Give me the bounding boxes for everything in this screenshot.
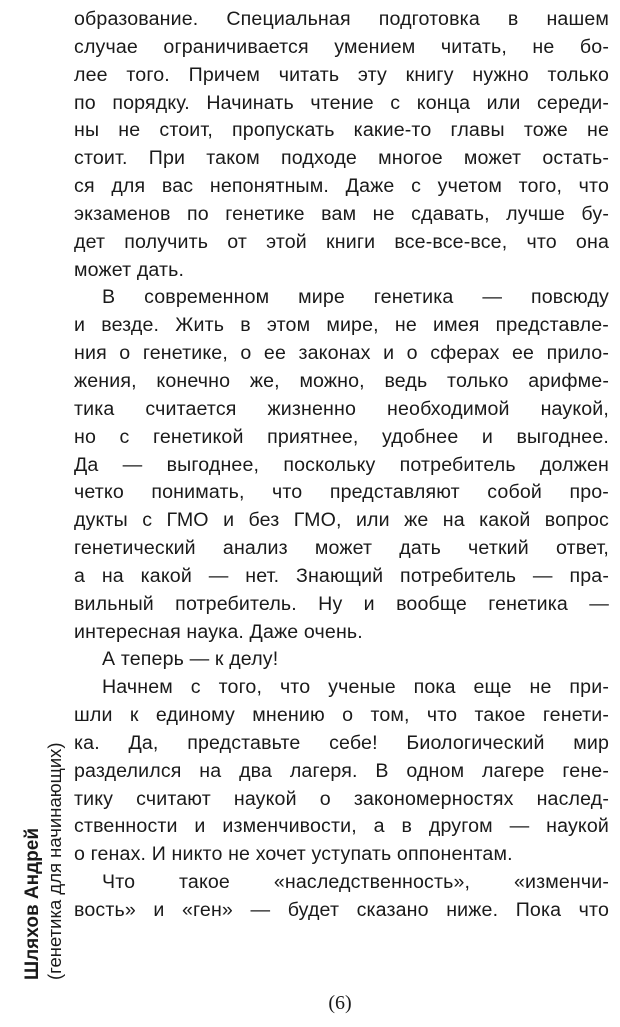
text-line: интересная наука. Даже очень. — [74, 620, 363, 643]
text-line: ка. Да, представьте себе! Биологический мир — [74, 731, 609, 754]
text-line: четко понимать, что представляют собой про- — [74, 481, 609, 504]
text-line: А теперь — к делу! — [102, 648, 279, 671]
text-line: а на какой — нет. Знающий потребитель — пра- — [74, 564, 609, 587]
text-line: может дать. — [74, 258, 185, 281]
text-line: но с генетикой приятнее, удобнее и выгоднее. — [74, 425, 609, 448]
paragraph — [74, 646, 609, 674]
text-line: и везде. Жить в этом мире, не имея представле- — [74, 314, 609, 337]
spine-author: Шляхов Андрей — [22, 827, 43, 980]
text-line: экзаменов по генетике вам не сдавать, лучше бу- — [74, 202, 609, 225]
paragraph — [74, 869, 609, 925]
text-line: генетический анализ может дать четкий ответ, — [74, 537, 609, 560]
text-line: ся для вас непонятным. Даже с учетом того, что — [74, 175, 609, 198]
text-line: лее того. Причем читать эту книгу нужно только — [74, 63, 609, 86]
text-line: ственности и изменчивости, а в другом — наукой — [74, 815, 609, 838]
paragraph — [74, 6, 609, 284]
paragraph — [74, 674, 609, 869]
text-line: Начнем с того, что ученые пока еще не при- — [102, 676, 609, 699]
paragraph — [74, 284, 609, 646]
text-line: вость» и «ген» — будет сказано ниже. Пока что — [74, 899, 609, 921]
text-line: вильный потребитель. Ну и вообще генетика — — [74, 592, 609, 615]
spine-caption — [22, 742, 66, 980]
text-line: разделился на два лагеря. В одном лагере гене- — [74, 759, 609, 782]
text-line: дет получить от этой книги все-все-все, что она — [74, 230, 609, 253]
text-line: ния о генетике, о ее законах и о сферах ее прило- — [74, 342, 609, 365]
text-line: тику считают наукой о закономерностях наслед- — [74, 787, 609, 810]
text-line: шли к единому мнению о том, что такое генети- — [74, 704, 609, 727]
text-line: о генах. И никто не хочет уступать оппонентам. — [74, 843, 513, 866]
text-line: жения, конечно же, можно, ведь только арифме- — [74, 369, 609, 392]
text-line: стоит. При таком подходе многое может остать- — [74, 147, 609, 170]
spine-book-title: (генетика для начинающих) — [44, 742, 65, 980]
text-line: по порядку. Начинать чтение с конца или середи- — [74, 91, 609, 114]
text-line: В современном мире генетика — повсюду — [102, 286, 609, 309]
text-line: ны не стоит, пропускать какие-то главы тоже не — [74, 119, 609, 142]
page-body-text — [74, 6, 609, 925]
text-line: образование. Специальная подготовка в нашем — [74, 8, 609, 30]
text-line: дукты с ГМО и без ГМО, или же на какой вопрос — [74, 509, 609, 532]
text-line: случае ограничивается умением читать, не бо- — [74, 35, 609, 58]
text-line: Да — выгоднее, поскольку потребитель должен — [74, 453, 609, 476]
page-number: (6) — [328, 992, 352, 1014]
text-line: тика считается жизненно необходимой наукой, — [74, 397, 609, 420]
text-line: Что такое «наследственность», «изменчи- — [102, 871, 609, 894]
